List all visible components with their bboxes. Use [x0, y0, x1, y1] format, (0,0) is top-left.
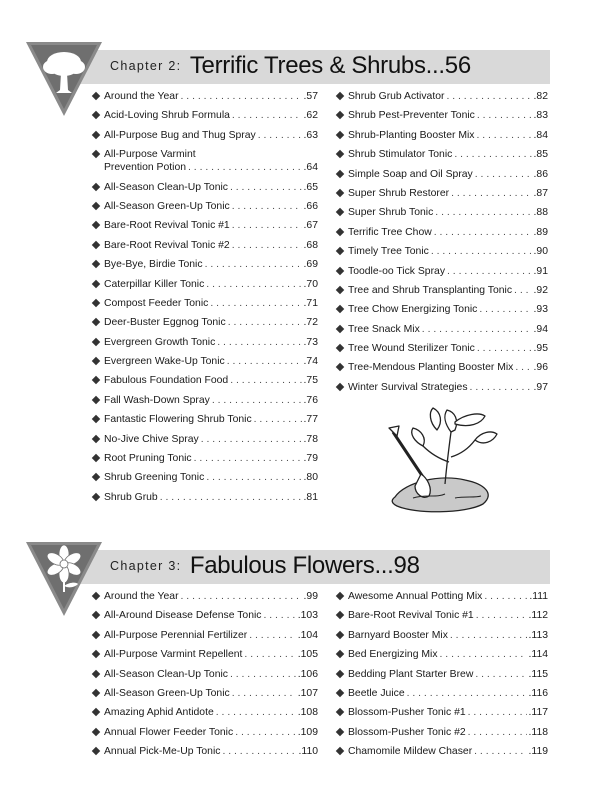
toc-entry-page: .72: [303, 317, 318, 329]
toc-entry-title: Tree and Shrub Transplanting Tonic: [348, 284, 513, 296]
toc-entry-title: All-Purpose Bug and Thug Spray: [104, 129, 256, 141]
diamond-bullet-icon: [92, 670, 100, 678]
toc-entry-page: .86: [533, 168, 548, 180]
toc-entry-title: Bedding Plant Starter Brew: [348, 668, 474, 680]
toc-entry-title: Shrub Greening Tonic: [104, 472, 205, 484]
dot-leader: [474, 745, 526, 758]
diamond-bullet-icon: [336, 650, 344, 658]
toc-entry: [336, 745, 548, 758]
toc-entry-title: Shrub Stimulator Tonic: [348, 149, 453, 161]
chapter-3-title: [110, 552, 420, 580]
toc-entry-title: Fall Wash-Down Spray: [104, 394, 210, 406]
dot-leader: [446, 90, 531, 103]
dot-leader: [479, 303, 531, 316]
toc-entry: [336, 206, 548, 219]
toc-entry-page: .74: [303, 356, 318, 368]
toc-entry: [92, 316, 318, 329]
diamond-bullet-icon: [336, 131, 344, 139]
toc-entry-page: .67: [303, 220, 318, 232]
toc-entry-title: Chamomile Mildew Chaser: [348, 746, 473, 758]
chapter-2-title: [110, 52, 471, 80]
toc-entry: [92, 297, 318, 310]
diamond-bullet-icon: [336, 286, 344, 294]
toc-entry: [92, 726, 318, 739]
toc-entry-title: Around the Year: [104, 91, 179, 102]
dot-leader: [232, 687, 296, 700]
toc-entry-title: Annual Flower Feeder Tonic: [104, 726, 234, 738]
toc-entry-page: .119: [528, 746, 548, 758]
toc-entry: [336, 629, 548, 642]
shrub-planting-illustration-icon: [385, 402, 515, 517]
toc-entry: [92, 219, 318, 232]
toc-entry-page: .85: [533, 149, 548, 161]
toc-entry-title: Winter Survival Strategies: [348, 381, 468, 393]
toc-entry: [92, 452, 318, 465]
toc-entry: [336, 109, 548, 122]
dot-leader: [470, 381, 532, 394]
chapter-3-label: Chapter 3:: [110, 559, 182, 573]
dot-leader: [235, 726, 296, 739]
dot-leader: [249, 629, 296, 642]
toc-entry-page: .97: [533, 381, 548, 393]
toc-entry-title: Shrub Pest-Preventer Tonic: [348, 110, 475, 122]
diamond-bullet-icon: [92, 280, 100, 288]
dot-leader: [475, 668, 526, 681]
toc-entry-page: .114: [528, 649, 548, 661]
toc-entry: [92, 336, 318, 349]
toc-entry-page: .118: [528, 726, 548, 738]
diamond-bullet-icon: [92, 689, 100, 697]
toc-entry-title: Compost Feeder Tonic: [104, 297, 209, 309]
toc-entry-title: Awesome Annual Potting Mix: [348, 591, 483, 602]
dot-leader: [194, 452, 302, 465]
toc-entry: [336, 648, 548, 661]
toc-entry: [92, 433, 318, 446]
toc-entry: [336, 303, 548, 316]
toc-entry-title: All-Season Green-Up Tonic: [104, 687, 230, 699]
toc-entry-page: .103: [297, 610, 318, 622]
toc-entry-title: Bed Energizing Mix: [348, 649, 438, 661]
dot-leader: [232, 109, 302, 122]
toc-entry-title: Super Shrub Tonic: [348, 207, 434, 219]
dot-leader: [484, 590, 527, 603]
toc-entry-page: .112: [528, 610, 548, 622]
diamond-bullet-icon: [336, 689, 344, 697]
diamond-bullet-icon: [92, 183, 100, 191]
toc-entry-page: .63: [303, 129, 318, 141]
toc-entry-page: .81: [303, 491, 318, 503]
toc-entry-page: .77: [303, 414, 318, 426]
toc-entry-page: .106: [297, 668, 318, 680]
dot-leader: [188, 161, 302, 174]
toc-entry-page: .76: [303, 394, 318, 406]
chapter-2-name: Terrific Trees & Shrubs...56: [189, 52, 471, 79]
toc-entry-title: Tree-Mendous Planting Booster Mix: [348, 362, 514, 374]
diamond-bullet-icon: [336, 228, 344, 236]
toc-entry-page: .107: [297, 687, 318, 699]
toc-entry-page: .89: [533, 226, 548, 238]
dot-leader: [450, 629, 527, 642]
toc-entry: [336, 726, 548, 739]
diamond-bullet-icon: [336, 363, 344, 371]
dot-leader: [222, 745, 296, 758]
diamond-bullet-icon: [92, 318, 100, 326]
chapter-2-left-column: [92, 90, 318, 510]
toc-entry: [92, 745, 318, 758]
toc-entry-page: .105: [297, 649, 318, 661]
diamond-bullet-icon: [92, 92, 100, 100]
toc-entry: [336, 361, 548, 374]
toc-entry: [336, 668, 548, 681]
dot-leader: [475, 168, 532, 181]
toc-entry: [92, 687, 318, 700]
dot-leader: [258, 129, 302, 142]
diamond-bullet-icon: [336, 670, 344, 678]
toc-entry-title: Beetle Juice: [348, 687, 405, 699]
chapter-3-right-column: [336, 590, 548, 765]
toc-entry-page: .64: [303, 162, 318, 174]
toc-entry: [92, 374, 318, 387]
dot-leader: [514, 284, 532, 297]
chapter-3-section: [0, 540, 600, 758]
diamond-bullet-icon: [336, 747, 344, 755]
toc-entry-title: Deer-Buster Eggnog Tonic: [104, 317, 226, 329]
toc-entry: [92, 590, 318, 603]
diamond-bullet-icon: [92, 650, 100, 658]
toc-entry-title: Simple Soap and Oil Spray: [348, 168, 473, 180]
toc-entry-title: Bare-Root Revival Tonic #1: [104, 220, 230, 232]
toc-entry: [336, 590, 548, 603]
toc-entry-page: .116: [528, 687, 548, 699]
toc-entry: [336, 245, 548, 258]
toc-entry-page: .78: [303, 433, 318, 445]
toc-entry-page: .108: [297, 707, 318, 719]
toc-entry-page: .109: [297, 726, 318, 738]
diamond-bullet-icon: [92, 131, 100, 139]
diamond-bullet-icon: [336, 170, 344, 178]
dot-leader: [230, 668, 296, 681]
toc-entry: [92, 181, 318, 194]
toc-entry: [92, 706, 318, 719]
dot-leader: [254, 413, 302, 426]
dot-leader: [447, 265, 532, 278]
toc-entry: [336, 148, 548, 161]
toc-entry: [336, 226, 548, 239]
toc-entry-page: .95: [533, 343, 548, 355]
dot-leader: [210, 297, 301, 310]
diamond-bullet-icon: [92, 357, 100, 365]
diamond-bullet-icon: [336, 728, 344, 736]
toc-entry-title: Acid-Loving Shrub Formula: [104, 110, 230, 122]
toc-entry-page: .70: [303, 278, 318, 290]
toc-entry-page: .82: [533, 91, 548, 102]
toc-entry: [92, 90, 318, 103]
diamond-bullet-icon: [92, 241, 100, 249]
diamond-bullet-icon: [92, 260, 100, 268]
toc-entry-page: .117: [528, 707, 548, 719]
toc-entry-title: Bye-Bye, Birdie Tonic: [104, 259, 203, 271]
dot-leader: [422, 323, 532, 336]
toc-entry-page: .96: [533, 362, 548, 374]
toc-entry: [92, 629, 318, 642]
diamond-bullet-icon: [336, 325, 344, 333]
toc-entry: [92, 394, 318, 407]
dot-leader: [468, 726, 527, 739]
toc-entry-title: Terrific Tree Chow: [348, 226, 432, 238]
toc-entry-title: All-Season Green-Up Tonic: [104, 200, 230, 212]
dot-leader: [201, 433, 302, 446]
toc-entry: [92, 258, 318, 271]
dot-leader: [407, 687, 527, 700]
dot-leader: [434, 226, 532, 239]
toc-entry: [92, 200, 318, 213]
dot-leader: [476, 129, 531, 142]
diamond-bullet-icon: [336, 189, 344, 197]
diamond-bullet-icon: [336, 708, 344, 716]
dot-leader: [431, 245, 532, 258]
diamond-bullet-icon: [336, 247, 344, 255]
toc-entry-page: .84: [533, 129, 548, 141]
toc-entry-title: Shrub Grub Activator: [348, 91, 445, 102]
diamond-bullet-icon: [336, 111, 344, 119]
dot-leader: [206, 471, 301, 484]
toc-entry-page: .87: [533, 187, 548, 199]
toc-entry-title: Tree Snack Mix: [348, 323, 420, 335]
toc-entry-page: .65: [303, 181, 318, 193]
toc-entry: [92, 491, 318, 504]
toc-entry: [92, 355, 318, 368]
dot-leader: [205, 258, 302, 271]
toc-entry-title: Toodle-oo Tick Spray: [348, 265, 446, 277]
toc-entry-page: .115: [528, 668, 548, 680]
toc-entry: [336, 129, 548, 142]
toc-entry-page: .104: [297, 629, 318, 641]
toc-entry: [336, 342, 548, 355]
toc-entry-title: All-Season Clean-Up Tonic: [104, 181, 228, 193]
toc-entry-title: Bare-Root Revival Tonic #1: [348, 610, 474, 622]
toc-entry-title: No-Jive Chive Spray: [104, 433, 199, 445]
toc-entry-title: Shrub-Planting Booster Mix: [348, 129, 475, 141]
dot-leader: [440, 648, 527, 661]
toc-entry: [92, 413, 318, 426]
toc-entry: [336, 168, 548, 181]
toc-entry: [336, 706, 548, 719]
toc-entry: [92, 278, 318, 291]
diamond-bullet-icon: [92, 631, 100, 639]
diamond-bullet-icon: [92, 435, 100, 443]
toc-entry-page: .69: [303, 259, 318, 271]
diamond-bullet-icon: [336, 267, 344, 275]
toc-entry: [92, 609, 318, 622]
dot-leader: [468, 706, 527, 719]
toc-entry-page: .80: [303, 472, 318, 484]
toc-entry-title: Prevention Potion: [104, 162, 187, 174]
diamond-bullet-icon: [92, 747, 100, 755]
diamond-bullet-icon: [92, 454, 100, 462]
toc-entry-page: .90: [533, 246, 548, 258]
toc-entry-page: .57: [303, 91, 318, 102]
dot-leader: [230, 181, 302, 194]
toc-entry-title: Amazing Aphid Antidote: [104, 707, 214, 719]
dot-leader: [230, 374, 301, 387]
diamond-bullet-icon: [92, 221, 100, 229]
diamond-bullet-icon: [92, 376, 100, 384]
toc-entry: [92, 471, 318, 484]
toc-entry-title: Bare-Root Revival Tonic #2: [104, 239, 230, 251]
toc-entry-title: Blossom-Pusher Tonic #1: [348, 707, 466, 719]
dot-leader: [206, 278, 301, 291]
toc-entry-page: .71: [303, 297, 318, 309]
diamond-bullet-icon: [336, 208, 344, 216]
diamond-bullet-icon: [336, 305, 344, 313]
toc-entry-page: .92: [533, 284, 548, 296]
toc-entry-title: Root Pruning Tonic: [104, 453, 192, 465]
dot-leader: [228, 316, 302, 329]
diamond-bullet-icon: [336, 383, 344, 391]
toc-entry-title: All-Purpose Varmint Repellent: [104, 649, 243, 661]
dot-leader: [476, 609, 527, 622]
toc-entry-page: .110: [298, 746, 318, 758]
dot-leader: [232, 239, 302, 252]
toc-entry-page: .73: [303, 336, 318, 348]
toc-entry: [92, 239, 318, 252]
toc-entry-title: Fantastic Flowering Shrub Tonic: [104, 414, 252, 426]
toc-entry-page: .75: [303, 375, 318, 387]
toc-entry-title: All-Season Clean-Up Tonic: [104, 668, 228, 680]
diamond-bullet-icon: [92, 493, 100, 501]
toc-entry-title: Super Shrub Restorer: [348, 187, 450, 199]
diamond-bullet-icon: [92, 150, 100, 158]
dot-leader: [454, 148, 531, 161]
toc-entry-title: Barnyard Booster Mix: [348, 629, 448, 641]
toc-entry-title: All-Around Disease Defense Tonic: [104, 610, 262, 622]
diamond-bullet-icon: [92, 611, 100, 619]
toc-entry: [92, 109, 318, 122]
dot-leader: [216, 706, 296, 719]
diamond-bullet-icon: [92, 415, 100, 423]
toc-entry-page: .93: [533, 304, 548, 316]
toc-entry: [92, 148, 318, 174]
toc-entry-title: Evergreen Wake-Up Tonic: [104, 356, 225, 368]
toc-entry-title: Timely Tree Tonic: [348, 246, 429, 258]
toc-entry-page: .91: [533, 265, 548, 277]
toc-entry: [92, 668, 318, 681]
toc-entry-page: .111: [529, 591, 548, 602]
toc-entry-title: Caterpillar Killer Tonic: [104, 278, 205, 290]
toc-entry: [336, 265, 548, 278]
diamond-bullet-icon: [92, 111, 100, 119]
dot-leader: [435, 206, 531, 219]
toc-entry: [336, 609, 548, 622]
toc-entry-title-line1: All-Purpose Varmint: [104, 149, 196, 161]
diamond-bullet-icon: [92, 202, 100, 210]
toc-entry: [336, 90, 548, 103]
diamond-bullet-icon: [92, 473, 100, 481]
toc-entry: [336, 381, 548, 394]
dot-leader: [244, 648, 295, 661]
toc-entry-page: .66: [303, 200, 318, 212]
dot-leader: [160, 491, 302, 504]
diamond-bullet-icon: [336, 150, 344, 158]
diamond-bullet-icon: [336, 611, 344, 619]
chapter-2-label: Chapter 2:: [110, 59, 182, 73]
dot-leader: [263, 609, 295, 622]
diamond-bullet-icon: [336, 344, 344, 352]
dot-leader: [451, 187, 531, 200]
diamond-bullet-icon: [336, 631, 344, 639]
toc-entry-title: Around the Year: [104, 591, 179, 602]
toc-entry: [336, 187, 548, 200]
toc-entry-title: Blossom-Pusher Tonic #2: [348, 726, 466, 738]
toc-entry-page: .113: [528, 629, 548, 641]
chapter-3-name: Fabulous Flowers...98: [189, 552, 420, 579]
diamond-bullet-icon: [336, 592, 344, 600]
toc-entry-title: All-Purpose Perennial Fertilizer: [104, 629, 248, 641]
diamond-bullet-icon: [92, 708, 100, 716]
dot-leader: [515, 361, 531, 374]
toc-entry: [92, 129, 318, 142]
dot-leader: [217, 336, 301, 349]
diamond-bullet-icon: [92, 592, 100, 600]
toc-entry-page: .62: [303, 110, 318, 122]
dot-leader: [227, 355, 302, 368]
toc-entry-title: Annual Pick-Me-Up Tonic: [104, 746, 221, 758]
diamond-bullet-icon: [92, 299, 100, 307]
toc-entry-page: .68: [303, 239, 318, 251]
toc-entry: [336, 687, 548, 700]
toc-entry-page: .94: [533, 323, 548, 335]
dot-leader: [477, 109, 532, 122]
dot-leader: [181, 590, 302, 603]
toc-entry-title: Evergreen Growth Tonic: [104, 336, 216, 348]
dot-leader: [232, 219, 302, 232]
toc-entry-title: Tree Chow Energizing Tonic: [348, 304, 478, 316]
toc-entry-title: Fabulous Foundation Food: [104, 375, 229, 387]
toc-entry-page: .83: [533, 110, 548, 122]
dot-leader: [477, 342, 532, 355]
dot-leader: [181, 90, 302, 103]
toc-entry-page: .79: [303, 453, 318, 465]
toc-entry-page: .88: [533, 207, 548, 219]
toc-entry-title: Tree Wound Sterilizer Tonic: [348, 343, 475, 355]
toc-entry: [92, 648, 318, 661]
toc-entry-page: .99: [303, 591, 318, 602]
diamond-bullet-icon: [92, 396, 100, 404]
diamond-bullet-icon: [336, 92, 344, 100]
chapter-2-right-column: [336, 90, 548, 400]
diamond-bullet-icon: [92, 338, 100, 346]
dot-leader: [232, 200, 302, 213]
chapter-2-section: [0, 40, 600, 503]
dot-leader: [212, 394, 302, 407]
toc-entry-title: Shrub Grub: [104, 491, 158, 503]
toc-entry: [336, 284, 548, 297]
chapter-3-left-column: [92, 590, 318, 765]
diamond-bullet-icon: [92, 728, 100, 736]
toc-entry: [336, 323, 548, 336]
